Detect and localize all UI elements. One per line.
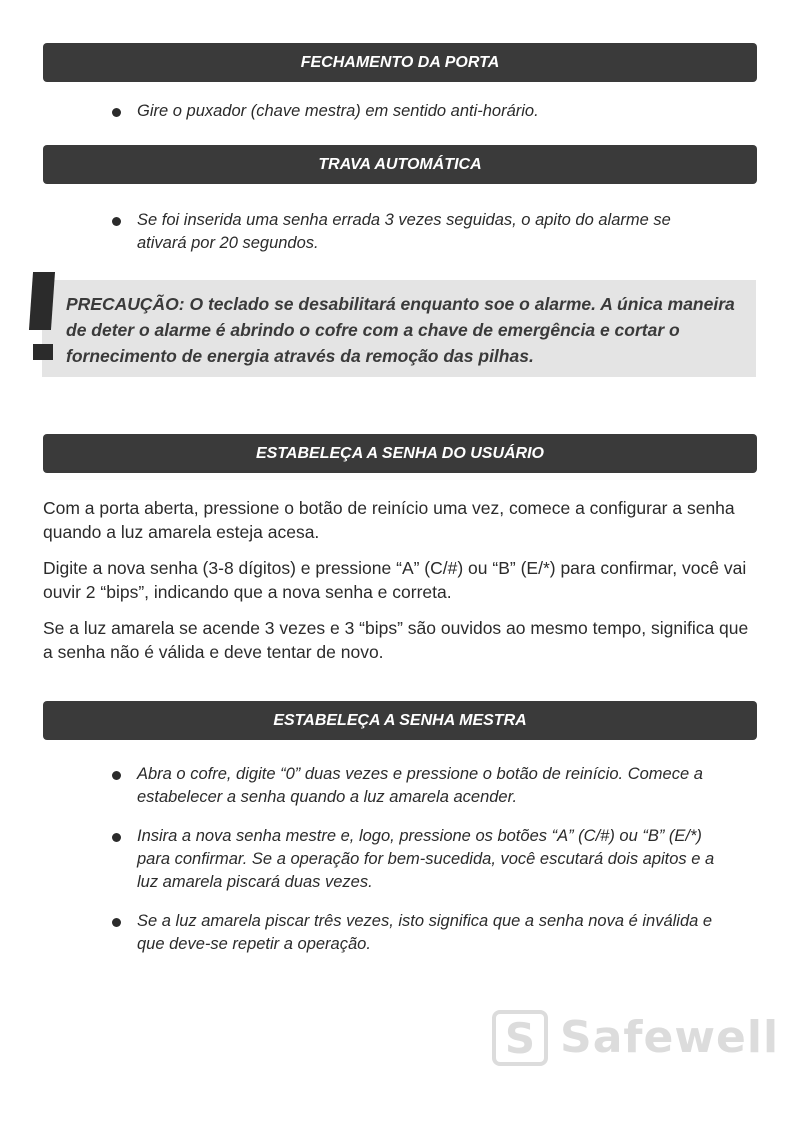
bullet-list-fechamento bbox=[112, 100, 757, 139]
list-item: Se a luz amarela piscar três vezes, isto significa que a senha nova é inválida e que deve-se repetir a operação. bbox=[112, 910, 727, 956]
bullet-icon bbox=[112, 833, 121, 842]
section-header-trava bbox=[43, 145, 757, 184]
section-title: FECHAMENTO DA PORTA bbox=[300, 53, 500, 71]
bullet-icon bbox=[112, 918, 121, 927]
bullet-list-senha-mestra bbox=[112, 763, 727, 972]
list-item: Abra o cofre, digite “0” duas vezes e pressione o botão de reinício. Comece a estabelecer a senha quando a luz amarela acender. bbox=[112, 763, 727, 809]
paragraph: Se a luz amarela se acende 3 vezes e 3 “bips” são ouvidos ao mesmo tempo, significa que a senha não é válida e deve tentar de novo. bbox=[43, 618, 749, 662]
logo-mark-icon: S bbox=[492, 1010, 548, 1066]
section-header-senha-usuario bbox=[43, 434, 757, 473]
caution-text: PRECAUÇÃO: O teclado se desabilitará enquanto soe o alarme. A única maneira de deter o alarme é abrindo o cofre com a chave de emergência e cortar o fornecimento de energia através da remoção das pilhas. bbox=[66, 294, 735, 366]
bullet-list-trava bbox=[112, 209, 722, 271]
section-header-fechamento bbox=[43, 43, 757, 82]
bullet-icon bbox=[112, 771, 121, 780]
list-item: Se foi inserida uma senha errada 3 vezes seguidas, o apito do alarme se ativará por 20 segundos. bbox=[112, 209, 722, 255]
logo-text: Safewell bbox=[560, 1012, 780, 1063]
section-title: ESTABELEÇA A SENHA MESTRA bbox=[273, 711, 527, 729]
list-item: Insira a nova senha mestre e, logo, pressione os botões “A” (C/#) ou “B” (E/*) para confirmar. Se a operação for bem-sucedida, você escutará dois apitos e a luz amarela piscará duas vezes. bbox=[112, 825, 727, 894]
bullet-icon bbox=[112, 217, 121, 226]
brand-logo bbox=[492, 1010, 780, 1066]
paragraph: Com a porta aberta, pressione o botão de reinício uma vez, comece a configurar a senha quando a luz amarela esteja acesa. bbox=[43, 498, 735, 542]
list-item: Gire o puxador (chave mestra) em sentido anti-horário. bbox=[112, 100, 757, 123]
paragraph: Digite a nova senha (3-8 dígitos) e pressione “A” (C/#) ou “B” (E/*) para confirmar, você vai ouvir 2 “bips”, indicando que a nova senha e correta. bbox=[43, 558, 747, 602]
section-title: ESTABELEÇA A SENHA DO USUÁRIO bbox=[255, 444, 544, 462]
section-title: TRAVA AUTOMÁTICA bbox=[318, 155, 482, 173]
bullet-icon bbox=[112, 108, 121, 117]
section-header-senha-mestra bbox=[43, 701, 757, 740]
